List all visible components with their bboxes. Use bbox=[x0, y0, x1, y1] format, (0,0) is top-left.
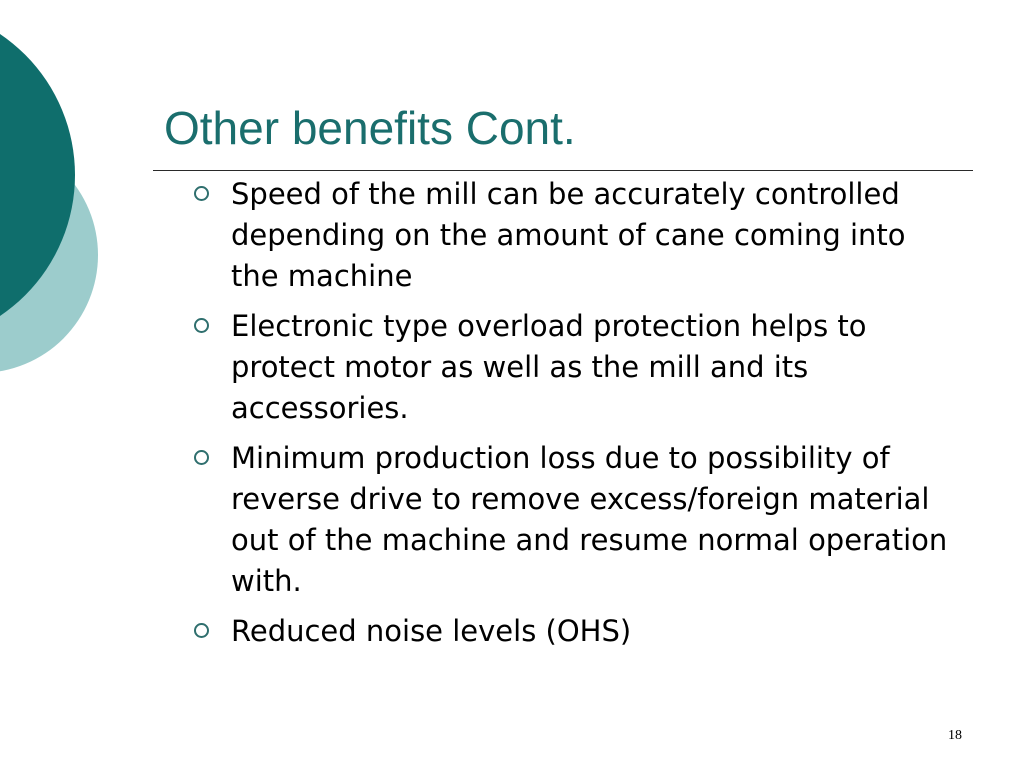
bullet-item bbox=[190, 306, 950, 429]
slide-title: Other benefits Cont. bbox=[164, 102, 576, 154]
bullet-list bbox=[190, 174, 950, 661]
title-divider bbox=[153, 170, 973, 171]
bullet-item bbox=[190, 611, 950, 652]
bullet-text: Reduced noise levels (OHS) bbox=[231, 614, 632, 648]
bullet-text: Electronic type overload protection helps to protect motor as well as the mill and its accessories. bbox=[231, 309, 867, 425]
bullet-item bbox=[190, 438, 950, 602]
bullet-circle-icon bbox=[194, 318, 209, 333]
bullet-circle-icon bbox=[194, 186, 209, 201]
bullet-item bbox=[190, 174, 950, 297]
decorative-circles bbox=[0, 0, 140, 420]
bullet-circle-icon bbox=[194, 450, 209, 465]
page-number: 18 bbox=[948, 728, 962, 743]
bullet-text: Minimum production loss due to possibility of reverse drive to remove excess/foreign material out of the machine and resume normal operation with. bbox=[231, 441, 948, 598]
bullet-circle-icon bbox=[194, 623, 209, 638]
bullet-text: Speed of the mill can be accurately controlled depending on the amount of cane coming into the machine bbox=[231, 177, 906, 293]
